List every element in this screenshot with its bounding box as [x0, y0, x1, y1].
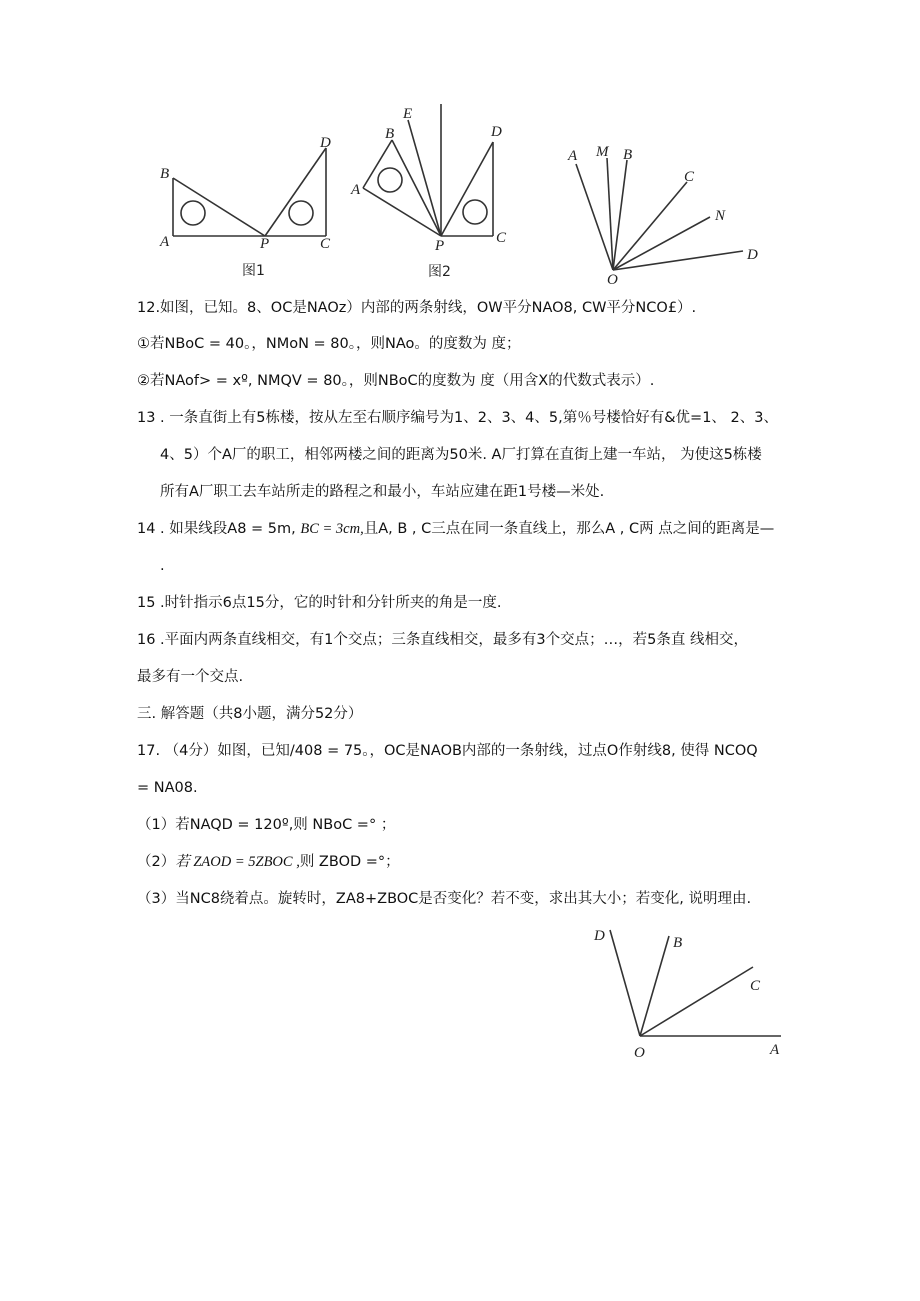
fig3-ray-on [613, 217, 710, 270]
q17-part2-formula: 若 ZAOD = 5ZBOC , [175, 854, 300, 870]
figure-2 [345, 100, 530, 285]
q14-formula: BC = 3cm, [300, 521, 364, 537]
fig3-label-d: D [747, 247, 758, 263]
fig2-label-c: C [496, 230, 507, 246]
fig4-label-o: O [634, 1045, 645, 1061]
fig1-label-p: P [260, 236, 270, 252]
fig1-segment-bp [173, 178, 265, 236]
q14-pre: 14 . 如果线段A8 = 5m, [137, 521, 301, 537]
fig2-circle-right [463, 200, 487, 224]
fig2-label-a: A [351, 182, 361, 198]
q14-post: 且A, B , C三点在同一条直线上，那么A , C两 点之间的距离是— [363, 521, 775, 537]
fig3-ray-ob [613, 160, 627, 270]
q12-part2: ②若NAof> = xº, NMQV = 80。，则NBoC的度数为 度（用含X的代数式表示）. [137, 373, 655, 389]
q16-line1: 16 .平面内两条直线相交，有1个交点；三条直线相交，最多有3个交点；…，若5条直 线相交， [137, 632, 748, 648]
fig4-label-b: B [673, 935, 683, 951]
fig2-circle-left [378, 168, 402, 192]
q13-line2: 4、5）个A厂的职工，相邻两楼之间的距离为50米. A厂打算在直街上建一车站， 为使这5栋楼 [160, 447, 762, 463]
q17-part2-pre: （2） [137, 854, 176, 870]
fig3-label-n: N [715, 208, 726, 224]
fig2-label-d: D [491, 124, 502, 140]
fig3-ray-oc [613, 182, 687, 270]
section-3-heading: 三. 解答题（共8小题，满分52分） [137, 706, 363, 722]
fig1-caption: 图1 [242, 263, 265, 279]
fig3-ray-od [613, 251, 743, 270]
q12-text: 12.如图，已知。8、OC是NAOz）内部的两条射线，OW平分NAO8, CW平分NCO£）. [137, 300, 697, 316]
figure-3 [560, 140, 770, 285]
fig2-caption: 图2 [428, 264, 451, 280]
fig3-label-a: A [568, 148, 578, 164]
q13-line1: 13 . 一条直街上有5栋楼，按从左至右顺序编号为1、2、3、4、5,第％号楼恰好有&优=1、 2、3、 [137, 410, 778, 426]
fig1-circle-right [289, 201, 313, 225]
fig3-label-b: B [623, 147, 633, 163]
fig4-label-a: A [770, 1042, 780, 1058]
q17-part3: （3）当NC8绕着点。旋转时，ZA8+ZBOC是否变化？若不变，求出其大小；若变化, 说明理由. [137, 891, 752, 907]
figure-4 [585, 920, 790, 1065]
fig4-label-c: C [750, 978, 761, 994]
fig2-label-b: B [385, 126, 395, 142]
fig3-label-c: C [684, 169, 695, 185]
fig1-label-d: D [320, 135, 331, 151]
q16-line2: 最多有一个交点. [137, 669, 244, 685]
fig3-label-m: M [596, 144, 609, 160]
q15-text: 15 .时针指示6点15分，它的时针和分针所夹的角是一度. [137, 595, 502, 611]
fig3-label-o: O [607, 272, 618, 285]
q12-part1: ①若NBoC = 40。，NMoN = 80。，则NAo。的度数为 度； [137, 336, 521, 352]
q13-line3: 所有A厂职工去车站所走的路程之和最小，车站应建在距1号楼—米处. [160, 484, 605, 500]
fig1-circle-left [181, 201, 205, 225]
q17-line1: 17. （4分）如图，已知/408 = 75。，OC是NAOB内部的一条射线，过点O作射线8, 使得 NCOQ [137, 743, 758, 759]
fig1-label-a: A [160, 234, 170, 250]
q17-line2: = NA08. [137, 780, 198, 796]
fig4-ray-od [610, 930, 640, 1036]
q17-part2-post: 则 ZBOD =°； [299, 854, 400, 870]
q14-line1 [137, 519, 774, 539]
fig1-label-b: B [160, 166, 170, 182]
fig2-label-e: E [403, 106, 413, 122]
figure-1 [150, 130, 340, 290]
q14-line2: . [160, 558, 165, 574]
fig2-label-p: P [435, 238, 445, 254]
fig1-label-c: C [320, 236, 331, 252]
q17-part1: （1）若NAQD = 120º,则 NBoC =° ； [137, 817, 396, 833]
q17-part2 [137, 852, 400, 872]
fig4-label-d: D [594, 928, 605, 944]
